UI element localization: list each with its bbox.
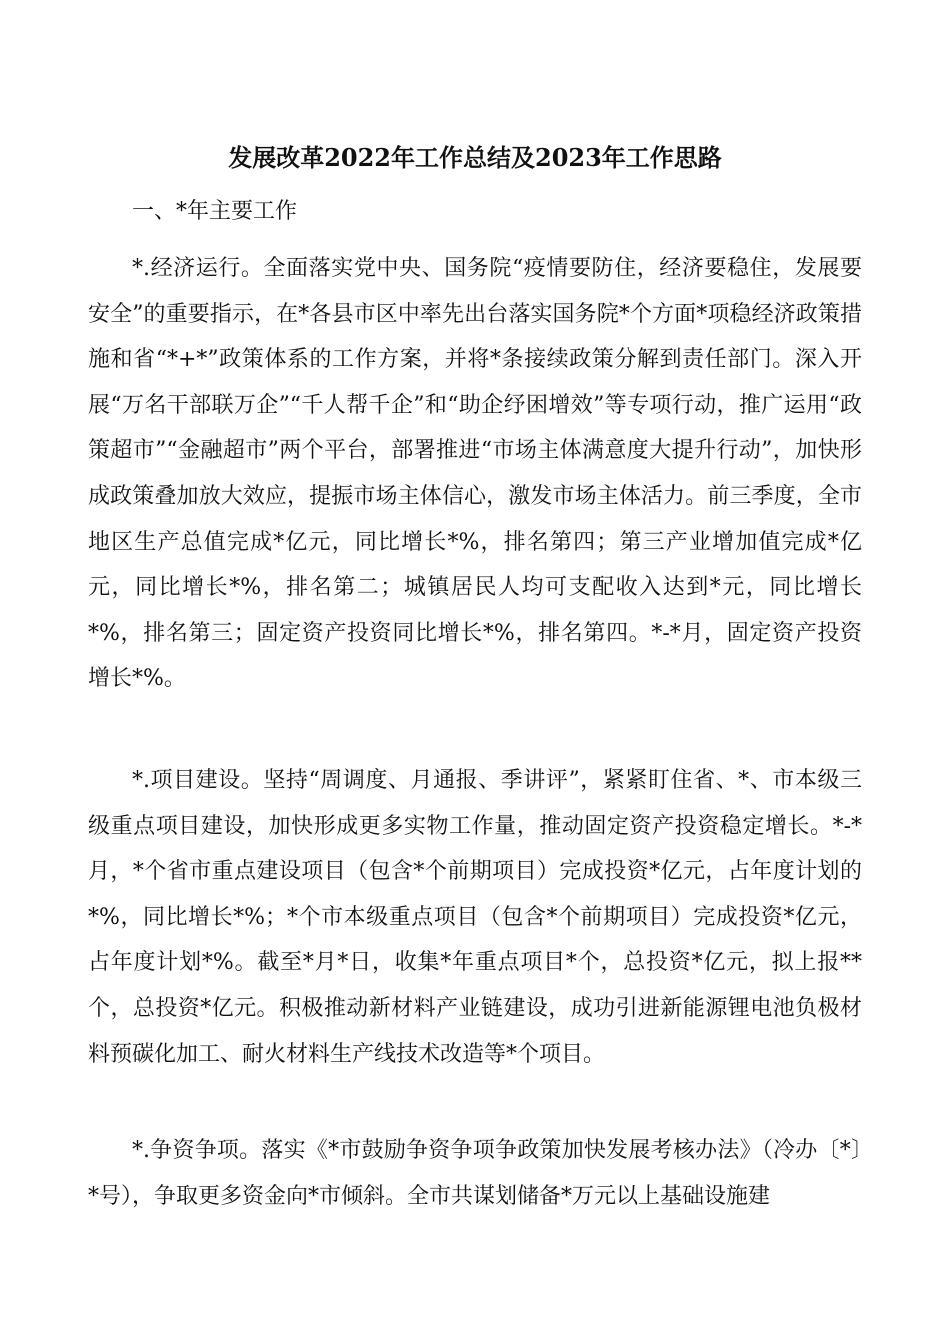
paragraph-economic-operation: *.经济运行。全面落实党中央、国务院“疫情要防住，经济要稳住，发展要安全”的重要指示，在*各县市区中率先出台落实国务院*个方面*项稳经济政策措施和省“*+*”政策体系的工作方案，并将*条接续政策分解到责任部门。深入开展“万名干部联万企”“千人帮千企”和“助企纾困增效”等专项行动，推广运用“政策超市”“金融超市”两个平台，部署推进“市场主体满意度大提升行动”，加快形成政策叠加放大效应，提振市场主体信心，激发市场主体活力。前三季度，全市地区生产总值完成*亿元，同比增长*%，排名第四；第三产业增加值完成*亿元，同比增长*%，排名第二；城镇居民人均可支配收入达到*元，同比增长*%，排名第三；固定资产投资同比增长*%，排名第四。*-*月，固定资产投资增长*%。: [88, 256, 862, 692]
document-title: 发展改革2022年工作总结及2023年工作思路: [228, 143, 722, 172]
paragraph-funding-projects: *.争资争项。落实《*市鼓励争资争项争政策加快发展考核办法》（冷办〔*〕*号），争取更多资金向*市倾斜。全市共谋划储备*万元以上基础设施建: [88, 1138, 862, 1209]
section-heading: 一、*年主要工作: [132, 199, 298, 224]
paragraph-project-construction: *.项目建设。坚持“周调度、月通报、季讲评”，紧紧盯住省、*、市本级三级重点项目建设，加快形成更多实物工作量，推动固定资产投资稳定增长。*-*月，*个省市重点建设项目（包含*个前期项目）完成投资*亿元，占年度计划的*%，同比增长*%；*个市本级重点项目（包含*个前期项目）完成投资*亿元，占年度计划*%。截至*月*日，收集*年重点项目*个，总投资*亿元，拟上报**个，总投资*亿元。积极推动新材料产业链建设，成功引进新能源锂电池负极材料预碳化加工、耐火材料生产线技术改造等*个项目。: [88, 768, 862, 1067]
